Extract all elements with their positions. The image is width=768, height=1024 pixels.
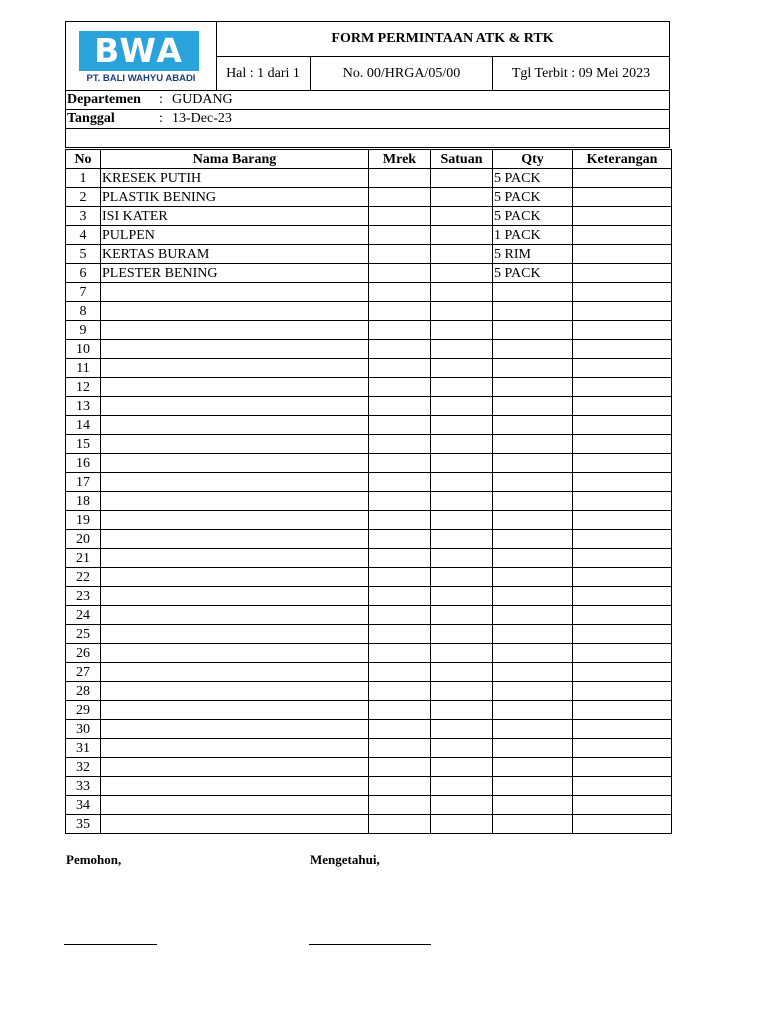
cell-no: 3 <box>66 207 101 226</box>
cell-item-name <box>101 682 369 701</box>
cell-unit <box>431 302 493 321</box>
table-row <box>66 739 672 758</box>
cell-qty <box>493 682 573 701</box>
cell-item-name: PULPEN <box>101 226 369 245</box>
cell-notes <box>573 207 672 226</box>
cell-no: 16 <box>66 454 101 473</box>
cell-unit <box>431 511 493 530</box>
cell-unit <box>431 663 493 682</box>
cell-item-name <box>101 454 369 473</box>
cell-no: 35 <box>66 815 101 834</box>
logo-letters: BWA <box>94 31 184 70</box>
cell-qty <box>493 340 573 359</box>
page-info: Hal : 1 dari 1 <box>216 57 311 90</box>
cell-unit <box>431 397 493 416</box>
cell-brand <box>369 587 431 606</box>
cell-unit <box>431 701 493 720</box>
cell-notes <box>573 226 672 245</box>
cell-no: 34 <box>66 796 101 815</box>
cell-notes <box>573 758 672 777</box>
cell-unit <box>431 530 493 549</box>
cell-brand <box>369 815 431 834</box>
table-row <box>66 302 672 321</box>
cell-item-name <box>101 625 369 644</box>
cell-qty <box>493 302 573 321</box>
cell-notes <box>573 378 672 397</box>
table-row <box>66 435 672 454</box>
table-row <box>66 796 672 815</box>
cell-qty: 1 PACK <box>493 226 573 245</box>
cell-no: 11 <box>66 359 101 378</box>
table-row <box>66 473 672 492</box>
cell-no: 30 <box>66 720 101 739</box>
table-row <box>66 492 672 511</box>
table-row <box>66 340 672 359</box>
items-table-body <box>66 169 672 834</box>
form-title: FORM PERMINTAAN ATK & RTK <box>216 22 669 57</box>
acknowledged-label: Mengetahui, <box>310 852 380 867</box>
cell-qty <box>493 492 573 511</box>
department-row <box>65 91 670 110</box>
cell-brand <box>369 340 431 359</box>
cell-brand <box>369 416 431 435</box>
company-logo <box>66 22 217 90</box>
cell-notes <box>573 397 672 416</box>
table-row <box>66 682 672 701</box>
table-row <box>66 359 672 378</box>
cell-no: 5 <box>66 245 101 264</box>
cell-brand <box>369 492 431 511</box>
cell-unit <box>431 169 493 188</box>
cell-brand <box>369 397 431 416</box>
cell-unit <box>431 720 493 739</box>
cell-qty <box>493 815 573 834</box>
cell-brand <box>369 321 431 340</box>
cell-qty: 5 PACK <box>493 188 573 207</box>
column-header-notes: Keterangan <box>573 150 672 169</box>
cell-notes <box>573 815 672 834</box>
cell-no: 17 <box>66 473 101 492</box>
cell-item-name <box>101 549 369 568</box>
cell-no: 25 <box>66 625 101 644</box>
cell-notes <box>573 625 672 644</box>
logo-mark <box>79 31 199 71</box>
cell-unit <box>431 739 493 758</box>
cell-qty <box>493 397 573 416</box>
cell-notes <box>573 454 672 473</box>
cell-no: 7 <box>66 283 101 302</box>
cell-item-name <box>101 644 369 663</box>
cell-item-name <box>101 530 369 549</box>
table-row <box>66 549 672 568</box>
cell-qty <box>493 511 573 530</box>
cell-item-name <box>101 701 369 720</box>
cell-qty <box>493 378 573 397</box>
cell-no: 6 <box>66 264 101 283</box>
cell-no: 4 <box>66 226 101 245</box>
table-row <box>66 188 672 207</box>
cell-brand <box>369 663 431 682</box>
cell-qty <box>493 473 573 492</box>
table-row <box>66 815 672 834</box>
table-row <box>66 207 672 226</box>
cell-unit <box>431 815 493 834</box>
table-row <box>66 758 672 777</box>
cell-unit <box>431 549 493 568</box>
cell-no: 12 <box>66 378 101 397</box>
cell-qty <box>493 796 573 815</box>
cell-unit <box>431 359 493 378</box>
cell-notes <box>573 644 672 663</box>
cell-qty <box>493 758 573 777</box>
cell-unit <box>431 207 493 226</box>
cell-no: 8 <box>66 302 101 321</box>
table-row <box>66 777 672 796</box>
cell-notes <box>573 416 672 435</box>
cell-brand <box>369 283 431 302</box>
cell-brand <box>369 511 431 530</box>
cell-unit <box>431 245 493 264</box>
cell-qty <box>493 739 573 758</box>
cell-no: 2 <box>66 188 101 207</box>
cell-no: 1 <box>66 169 101 188</box>
cell-notes <box>573 606 672 625</box>
cell-notes <box>573 587 672 606</box>
cell-notes <box>573 169 672 188</box>
cell-item-name <box>101 511 369 530</box>
cell-item-name <box>101 378 369 397</box>
table-row <box>66 568 672 587</box>
cell-no: 9 <box>66 321 101 340</box>
table-header-row <box>66 150 672 169</box>
cell-notes <box>573 283 672 302</box>
cell-notes <box>573 302 672 321</box>
cell-qty <box>493 701 573 720</box>
cell-unit <box>431 682 493 701</box>
cell-brand <box>369 606 431 625</box>
cell-item-name <box>101 321 369 340</box>
cell-qty <box>493 606 573 625</box>
cell-item-name <box>101 302 369 321</box>
cell-no: 29 <box>66 701 101 720</box>
cell-item-name <box>101 720 369 739</box>
cell-unit <box>431 454 493 473</box>
cell-brand <box>369 264 431 283</box>
cell-notes <box>573 340 672 359</box>
table-row <box>66 416 672 435</box>
cell-qty <box>493 359 573 378</box>
cell-item-name: ISI KATER <box>101 207 369 226</box>
table-row <box>66 720 672 739</box>
cell-qty <box>493 568 573 587</box>
cell-brand <box>369 207 431 226</box>
cell-no: 19 <box>66 511 101 530</box>
cell-no: 15 <box>66 435 101 454</box>
cell-qty <box>493 321 573 340</box>
cell-qty <box>493 587 573 606</box>
blank-row <box>65 129 670 148</box>
department-separator: : <box>159 92 163 107</box>
requester-signature-line <box>64 944 157 945</box>
cell-brand <box>369 758 431 777</box>
cell-notes <box>573 245 672 264</box>
cell-notes <box>573 530 672 549</box>
cell-unit <box>431 473 493 492</box>
request-info <box>65 91 670 148</box>
cell-unit <box>431 321 493 340</box>
column-header-item-name: Nama Barang <box>101 150 369 169</box>
cell-qty <box>493 549 573 568</box>
cell-item-name <box>101 340 369 359</box>
cell-item-name <box>101 492 369 511</box>
table-row <box>66 321 672 340</box>
cell-item-name <box>101 777 369 796</box>
cell-qty <box>493 644 573 663</box>
cell-unit <box>431 492 493 511</box>
cell-no: 26 <box>66 644 101 663</box>
cell-item-name <box>101 435 369 454</box>
cell-unit <box>431 416 493 435</box>
table-row <box>66 169 672 188</box>
table-row <box>66 264 672 283</box>
cell-brand <box>369 245 431 264</box>
cell-unit <box>431 758 493 777</box>
cell-notes <box>573 701 672 720</box>
column-header-unit: Satuan <box>431 150 493 169</box>
date-row <box>65 110 670 129</box>
cell-no: 22 <box>66 568 101 587</box>
cell-no: 13 <box>66 397 101 416</box>
table-row <box>66 397 672 416</box>
cell-no: 21 <box>66 549 101 568</box>
cell-brand <box>369 530 431 549</box>
cell-brand <box>369 625 431 644</box>
table-row <box>66 283 672 302</box>
cell-item-name <box>101 359 369 378</box>
table-row <box>66 701 672 720</box>
cell-unit <box>431 625 493 644</box>
cell-unit <box>431 378 493 397</box>
cell-brand <box>369 739 431 758</box>
cell-brand <box>369 378 431 397</box>
cell-notes <box>573 663 672 682</box>
cell-unit <box>431 435 493 454</box>
cell-no: 18 <box>66 492 101 511</box>
cell-unit <box>431 777 493 796</box>
cell-item-name <box>101 283 369 302</box>
cell-notes <box>573 777 672 796</box>
cell-item-name: KERTAS BURAM <box>101 245 369 264</box>
cell-item-name <box>101 473 369 492</box>
cell-notes <box>573 568 672 587</box>
cell-no: 27 <box>66 663 101 682</box>
table-row <box>66 454 672 473</box>
cell-item-name <box>101 587 369 606</box>
table-row <box>66 663 672 682</box>
cell-qty <box>493 454 573 473</box>
cell-no: 33 <box>66 777 101 796</box>
cell-brand <box>369 568 431 587</box>
cell-item-name <box>101 815 369 834</box>
table-row <box>66 606 672 625</box>
cell-item-name: PLASTIK BENING <box>101 188 369 207</box>
cell-qty <box>493 777 573 796</box>
company-name: PT. BALI WAHYU ABADI <box>86 73 196 84</box>
cell-no: 20 <box>66 530 101 549</box>
cell-notes <box>573 720 672 739</box>
cell-unit <box>431 340 493 359</box>
cell-item-name: PLESTER BENING <box>101 264 369 283</box>
cell-qty <box>493 435 573 454</box>
cell-notes <box>573 549 672 568</box>
cell-qty <box>493 530 573 549</box>
cell-brand <box>369 777 431 796</box>
document-number: No. 00/HRGA/05/00 <box>311 57 493 90</box>
cell-unit <box>431 226 493 245</box>
cell-qty <box>493 663 573 682</box>
cell-brand <box>369 359 431 378</box>
date-value: 13-Dec-23 <box>172 111 232 126</box>
cell-no: 14 <box>66 416 101 435</box>
cell-brand <box>369 454 431 473</box>
requester-label: Pemohon, <box>66 852 122 867</box>
cell-item-name <box>101 416 369 435</box>
cell-notes <box>573 188 672 207</box>
cell-qty <box>493 283 573 302</box>
column-header-no: No <box>66 150 101 169</box>
table-row <box>66 245 672 264</box>
cell-notes <box>573 492 672 511</box>
table-row <box>66 530 672 549</box>
cell-unit <box>431 283 493 302</box>
cell-qty <box>493 720 573 739</box>
cell-brand <box>369 549 431 568</box>
table-row <box>66 644 672 663</box>
cell-brand <box>369 302 431 321</box>
cell-notes <box>573 511 672 530</box>
issue-date: Tgl Terbit : 09 Mei 2023 <box>511 66 651 81</box>
cell-item-name <box>101 663 369 682</box>
cell-item-name <box>101 739 369 758</box>
date-label: Tanggal <box>67 111 115 126</box>
cell-item-name <box>101 397 369 416</box>
cell-item-name <box>101 568 369 587</box>
date-separator: : <box>159 111 163 126</box>
cell-brand <box>369 435 431 454</box>
cell-notes <box>573 739 672 758</box>
cell-unit <box>431 796 493 815</box>
cell-no: 32 <box>66 758 101 777</box>
table-row <box>66 625 672 644</box>
cell-brand <box>369 682 431 701</box>
cell-no: 28 <box>66 682 101 701</box>
cell-qty <box>493 416 573 435</box>
cell-notes <box>573 473 672 492</box>
cell-no: 23 <box>66 587 101 606</box>
cell-item-name: KRESEK PUTIH <box>101 169 369 188</box>
cell-qty <box>493 625 573 644</box>
cell-unit <box>431 188 493 207</box>
items-table <box>65 149 672 834</box>
cell-notes <box>573 682 672 701</box>
acknowledged-signature-line <box>309 944 431 945</box>
cell-unit <box>431 606 493 625</box>
table-row <box>66 587 672 606</box>
cell-notes <box>573 321 672 340</box>
cell-item-name <box>101 758 369 777</box>
table-row <box>66 511 672 530</box>
column-header-brand: Mrek <box>369 150 431 169</box>
cell-unit <box>431 587 493 606</box>
cell-brand <box>369 644 431 663</box>
cell-qty: 5 RIM <box>493 245 573 264</box>
cell-brand <box>369 473 431 492</box>
cell-brand <box>369 701 431 720</box>
column-header-qty: Qty <box>493 150 573 169</box>
cell-unit <box>431 644 493 663</box>
cell-brand <box>369 188 431 207</box>
cell-no: 31 <box>66 739 101 758</box>
table-row <box>66 226 672 245</box>
cell-brand <box>369 720 431 739</box>
cell-qty: 5 PACK <box>493 169 573 188</box>
department-value: GUDANG <box>172 92 233 107</box>
cell-brand <box>369 169 431 188</box>
cell-notes <box>573 435 672 454</box>
cell-qty: 5 PACK <box>493 264 573 283</box>
cell-item-name <box>101 606 369 625</box>
cell-brand <box>369 796 431 815</box>
cell-unit <box>431 568 493 587</box>
table-row <box>66 378 672 397</box>
cell-notes <box>573 359 672 378</box>
cell-no: 24 <box>66 606 101 625</box>
cell-qty: 5 PACK <box>493 207 573 226</box>
cell-notes <box>573 264 672 283</box>
cell-notes <box>573 796 672 815</box>
cell-no: 10 <box>66 340 101 359</box>
cell-item-name <box>101 796 369 815</box>
cell-brand <box>369 226 431 245</box>
cell-unit <box>431 264 493 283</box>
department-label: Departemen <box>67 92 141 107</box>
form-header <box>65 21 670 91</box>
